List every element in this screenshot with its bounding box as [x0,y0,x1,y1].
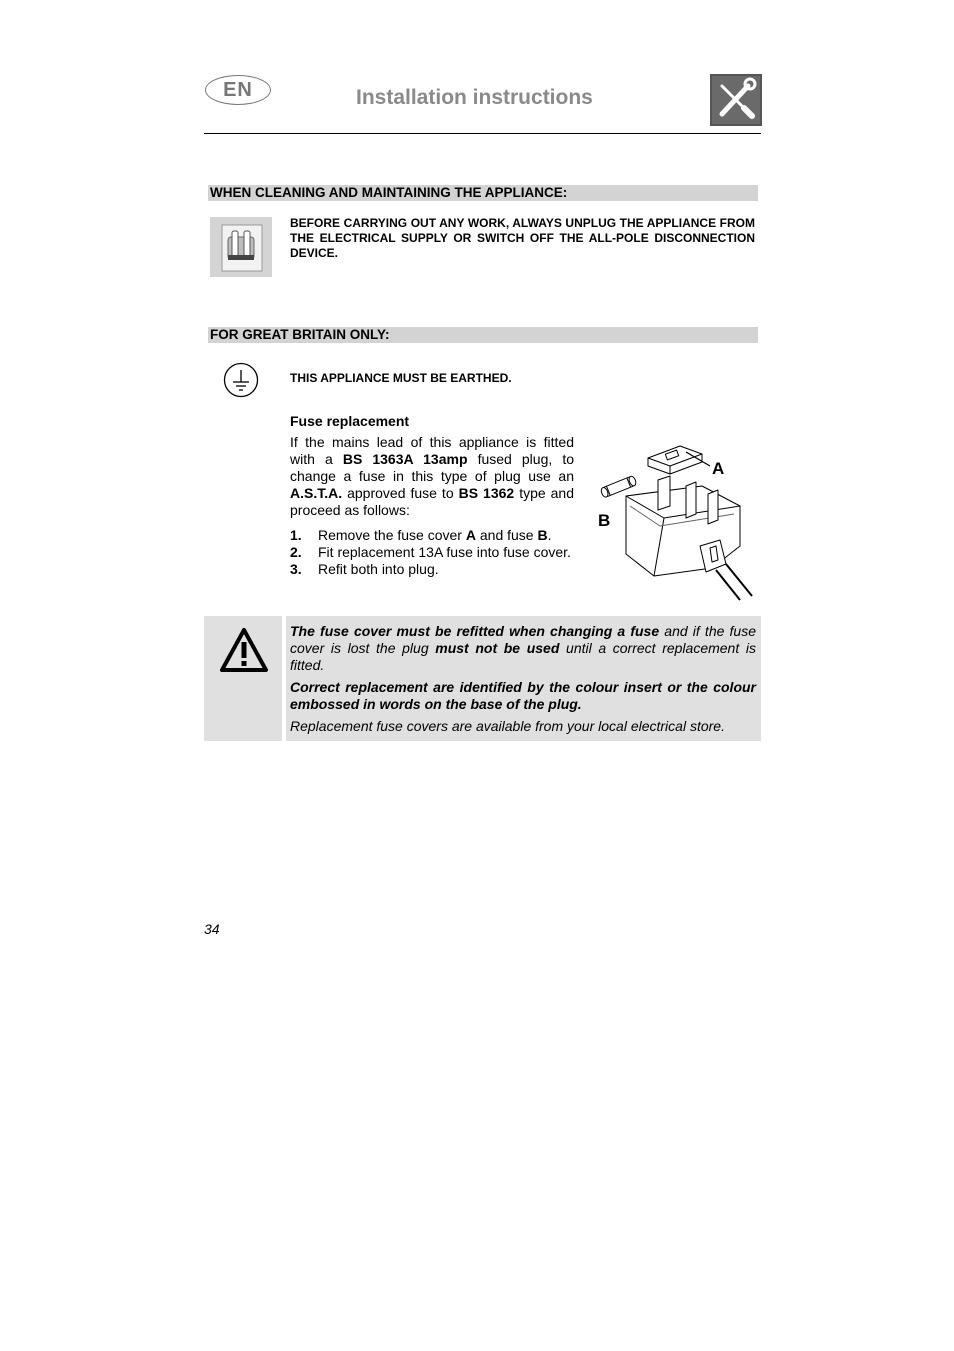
warning-icon-cell [204,616,282,741]
figure-label-a: A [712,459,725,478]
figure-label-b: B [598,511,611,530]
page-number: 34 [204,921,220,937]
unplug-warning-text: BEFORE CARRYING OUT ANY WORK, ALWAYS UNPLUG THE APPLIANCE FROM THE ELECTRICAL SUPPLY OR SWITCH OFF THE ALL-POLE DISCONNECTION DEVICE. [290,216,755,260]
fuse-intro-paragraph: If the mains lead of this appliance is fitted with a BS 1363A 13amp fused plug, to change a fuse in this type of plug use an A.S.T.A. approved fuse to BS 1362 type and proceed as follows: [290,434,575,518]
fused-plug-diagram [590,436,760,601]
page-title: Installation instructions [356,86,593,109]
warning-triangle-icon [219,627,269,673]
list-item: 3. Refit both into plug. [290,561,439,577]
fuse-steps-list [290,527,574,578]
language-badge: EN [205,75,271,105]
warning-paragraph-3: Replacement fuse covers are available from your local electrical store. [290,718,725,734]
wrench-screwdriver-icon [710,74,762,126]
section-heading-cleaning: WHEN CLEANING AND MAINTAINING THE APPLIANCE: [208,185,758,201]
unplug-socket-icon [210,217,272,277]
list-item: 2. Fit replacement 13A fuse into fuse cover. [290,544,571,560]
section-heading-great-britain: FOR GREAT BRITAIN ONLY: [208,327,758,343]
earth-notice: THIS APPLIANCE MUST BE EARTHED. [290,371,512,385]
warning-paragraph-2: Correct replacement are identified by the colour insert or the colour embossed in words on the base of the plug. [290,679,756,712]
earth-ground-icon [222,362,260,398]
fuse-cover-warning [286,616,761,741]
header-divider [204,133,761,134]
fuse-replacement-heading: Fuse replacement [290,413,410,429]
list-item: 1. Remove the fuse cover A and fuse B. [290,527,552,543]
warning-paragraph-1: The fuse cover must be refitted when changing a fuse and if the fuse cover is lost the plug must not be used until a correct replacement is fitted. [290,623,756,673]
